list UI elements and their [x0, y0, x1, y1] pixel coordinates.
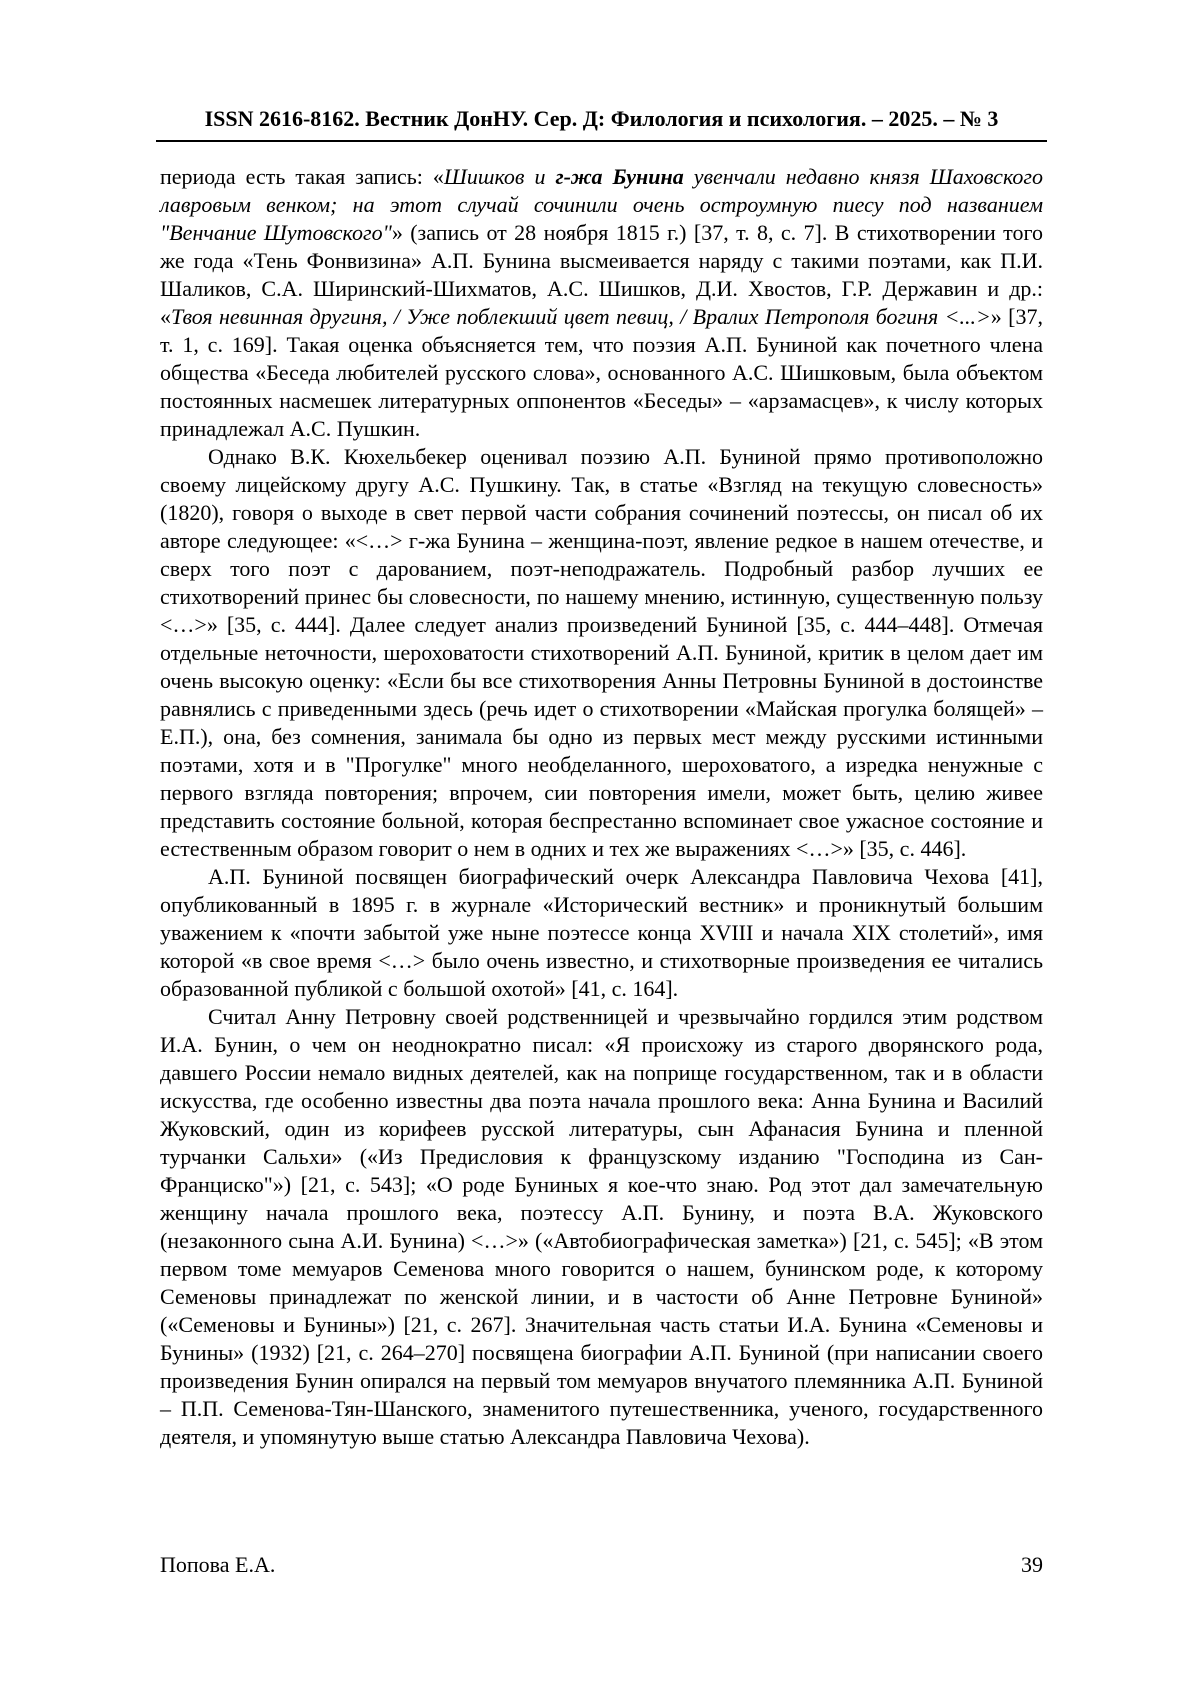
text-run: Однако В.К. Кюхельбекер оценивал поэзию А.П. Буниной прямо противоположно своему лицейскому другу А.С. Пушкину. Так, в статье «Взгляд на текущую словесность» (1820), говоря о выходе в свет первой части собрания сочинений поэтессы, он писал об их авторе следующее: «<…> г-жа Бунина – женщина-поэт, явление редкое в нашем отечестве, и сверх того поэт с дарованием, поэт-неподражатель. Подробный разбор лучших ее стихотворений принес бы словесности, по нашему мнению, истинную, существенную пользу <…>» [35, с. 444]. Далее следует анализ произведений Буниной [35, с. 444–448]. Отмечая отдельные неточности, шероховатости стихотворений А.П. Буниной, критик в целом дает им очень высокую оценку: «Если бы все стихотворения Анны Петровны Буниной в достоинстве равнялись с приведенными здесь (речь идет о стихотворении «Майская прогулка болящей» – Е.П.), она, без сомнения, занимала бы одно из первых мест между русскими истинными поэтами, хотя и в "Прогулке" много необделанного, шероховатого, а изредка ненужные с первого взгляда повторения; впрочем, сии повторения имели, может быть, целию живее представить состояние больной, которая беспрестанно вспоминает свое ужасное состояние и естественным образом говорит о нем в одних и тех же выражениях <…>» [35, с. 446].	[160, 444, 1043, 861]
paragraph	[160, 163, 1043, 443]
text-run: Считал Анну Петровну своей родственницей и чрезвычайно гордился этим родством И.А. Бунин, о чем он неоднократно писал: «Я происхожу из старого дворянского рода, давшего России немало видных деятелей, как на поприще государственном, так и в области искусства, где особенно известны два поэта начала прошлого века: Анна Бунина и Василий Жуковский, один из корифеев русской литературы, сын Афанасия Бунина и пленной турчанки Сальхи» («Из Предисловия к французскому изданию "Господина из Сан-Франциско"») [21, с. 543]; «О роде Буниных я кое-что знаю. Род этот дал замечательную женщину начала прошлого века, поэтессу А.П. Бунину, и поэта В.А. Жуковского (незаконного сына А.И. Бунина) <…>» («Автобиографическая заметка») [21, с. 545]; «В этом первом томе мемуаров Семенова много говорится о нашем, бунинском роде, к которому Семеновы принадлежат по женской линии, и в частости об Анне Петровне Буниной» («Семеновы и Бунины») [21, с. 267]. Значительная часть статьи И.А. Бунина «Семеновы и Бунины» (1932) [21, с. 264–270] посвящена биографии А.П. Буниной (при написании своего произведения Бунин опирался на первый том мемуаров внучатого племянника А.П. Буниной – П.П. Семенова-Тян-Шанского, знаменитого путешественника, ученого, государственного деятеля, и упомянутую выше статью Александра Павловича Чехова).	[160, 1004, 1043, 1449]
text-run: увенчали недавно князя Шаховского лавровым венком; на этот случай сочинили очень остроумную пиесу под названием "Венчание Шутовского"	[160, 164, 1043, 245]
text-run: » [37, т. 1, с. 169]. Такая оценка объясняется тем, что поэзия А.П. Буниной как почетного члена общества «Беседа любителей русского слова», основанного А.С. Шишковым, была объектом постоянных насмешек литературных оппонентов «Беседы» – «арзамасцев», к числу которых принадлежал А.С. Пушкин.	[160, 304, 1043, 441]
footer-author: Попова Е.А.	[160, 1552, 276, 1577]
footer-page-number: 39	[1021, 1552, 1043, 1577]
text-run: периода есть такая запись: «	[160, 164, 444, 189]
header-rule	[156, 140, 1047, 142]
paragraph	[160, 863, 1043, 1003]
text-run: Твоя невинная другиня, / Уже поблекший цвет певиц, / Вралих Петрополя богиня <...>	[171, 304, 991, 329]
text-run: г-жа Бунина	[555, 164, 684, 189]
paragraph	[160, 443, 1043, 863]
page-footer	[160, 1551, 1043, 1579]
text-run: » (запись от 28 ноября 1815 г.) [37, т. 8, с. 7]. В стихотворении того же года «Тень Фонвизина» А.П. Бунина высмеивается наряду с такими поэтами, как П.И. Шаликов, С.А. Ширинский-Шихматов, А.С. Шишков, Д.И. Хвостов, Г.Р. Державин и др.: «	[160, 220, 1043, 329]
paragraph	[160, 1003, 1043, 1451]
text-run: А.П. Буниной посвящен биографический очерк Александра Павловича Чехова [41], опубликованный в 1895 г. в журнале «Исторический вестник» и проникнутый большим уважением к «почти забытой уже ныне поэтессе конца XVIII и начала XIX столетий», имя которой «в свое время <…> было очень известно, и стихотворные произведения ее читались образованной публикой с большой охотой» [41, с. 164].	[160, 864, 1043, 1001]
article-body	[160, 163, 1043, 1451]
text-run: Шишков и	[443, 164, 556, 189]
running-header: ISSN 2616-8162. Вестник ДонНУ. Сер. Д: Филология и психология. – 2025. – № 3	[204, 106, 999, 131]
